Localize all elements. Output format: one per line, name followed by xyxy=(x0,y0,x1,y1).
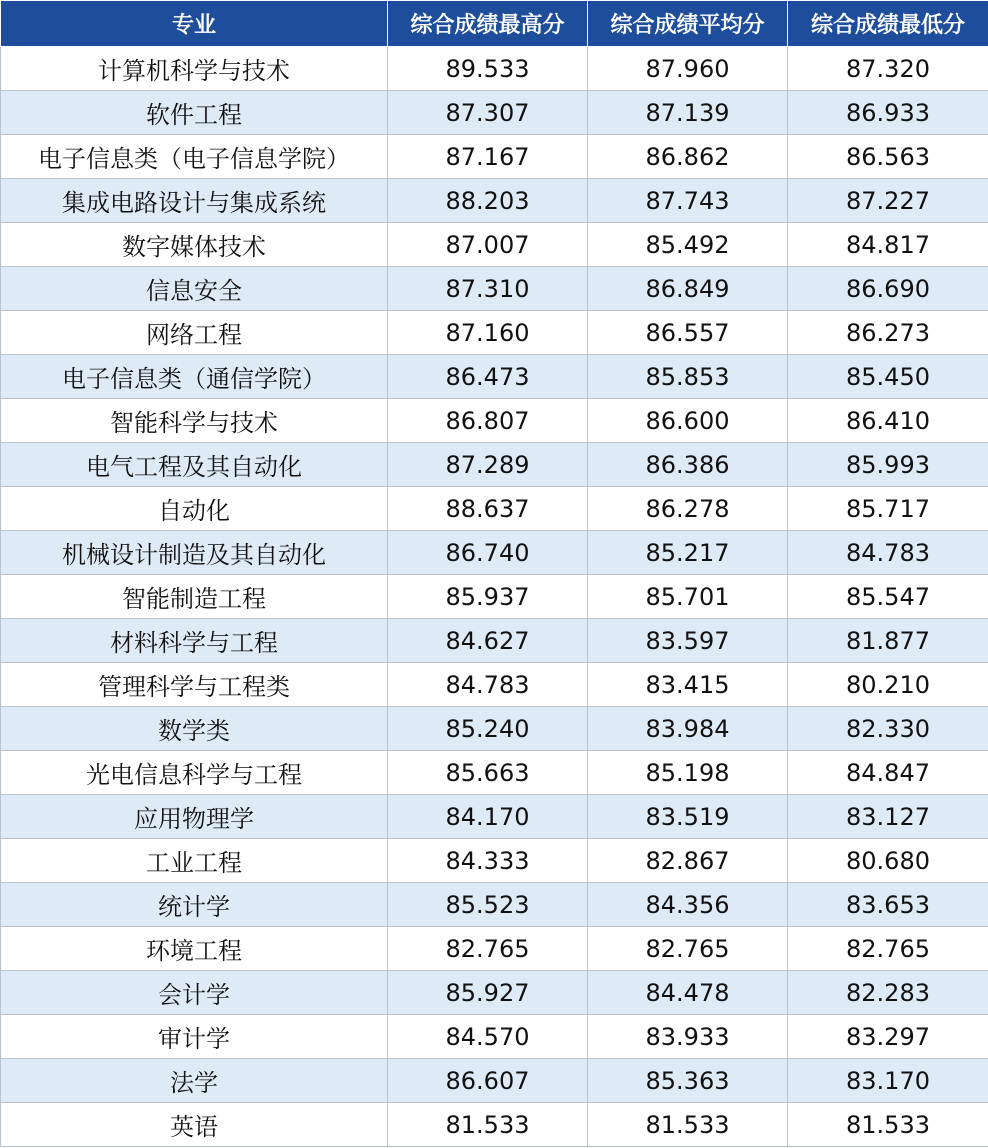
avg-score-cell: 83.519 xyxy=(588,795,788,839)
major-cell: 软件工程 xyxy=(1,91,388,135)
max-score-cell: 87.289 xyxy=(388,443,588,487)
min-score-cell: 86.273 xyxy=(788,311,988,355)
min-score-cell: 82.283 xyxy=(788,971,988,1015)
min-score-cell: 82.765 xyxy=(788,927,988,971)
max-score-cell: 88.637 xyxy=(388,487,588,531)
avg-score-cell: 81.533 xyxy=(588,1103,788,1147)
avg-score-cell: 86.600 xyxy=(588,399,788,443)
major-cell: 电子信息类（通信学院） xyxy=(1,355,388,399)
max-score-cell: 84.627 xyxy=(388,619,588,663)
table-row xyxy=(1,355,988,399)
max-score-cell: 87.307 xyxy=(388,91,588,135)
major-cell: 环境工程 xyxy=(1,927,388,971)
major-cell: 自动化 xyxy=(1,487,388,531)
min-score-cell: 85.547 xyxy=(788,575,988,619)
major-cell: 数学类 xyxy=(1,707,388,751)
table-row xyxy=(1,971,988,1015)
max-score-cell: 87.160 xyxy=(388,311,588,355)
table-row xyxy=(1,795,988,839)
avg-score-cell: 85.853 xyxy=(588,355,788,399)
max-score-cell: 87.167 xyxy=(388,135,588,179)
table-row xyxy=(1,883,988,927)
avg-score-cell: 83.415 xyxy=(588,663,788,707)
table-row xyxy=(1,707,988,751)
max-score-cell: 81.533 xyxy=(388,1103,588,1147)
major-cell: 电子信息类（电子信息学院） xyxy=(1,135,388,179)
avg-score-cell: 84.478 xyxy=(588,971,788,1015)
min-score-cell: 84.847 xyxy=(788,751,988,795)
min-score-cell: 83.653 xyxy=(788,883,988,927)
major-cell: 统计学 xyxy=(1,883,388,927)
min-score-cell: 81.533 xyxy=(788,1103,988,1147)
min-score-cell: 83.170 xyxy=(788,1059,988,1103)
min-score-cell: 83.297 xyxy=(788,1015,988,1059)
min-score-cell: 85.993 xyxy=(788,443,988,487)
max-score-cell: 85.240 xyxy=(388,707,588,751)
max-score-cell: 86.807 xyxy=(388,399,588,443)
avg-score-cell: 85.217 xyxy=(588,531,788,575)
avg-score-cell: 82.765 xyxy=(588,927,788,971)
avg-score-cell: 86.557 xyxy=(588,311,788,355)
avg-score-cell: 86.278 xyxy=(588,487,788,531)
table-row xyxy=(1,927,988,971)
header-major: 专业 xyxy=(1,1,388,47)
table-body xyxy=(1,47,988,1147)
max-score-cell: 82.765 xyxy=(388,927,588,971)
table-row xyxy=(1,619,988,663)
min-score-cell: 81.877 xyxy=(788,619,988,663)
avg-score-cell: 86.862 xyxy=(588,135,788,179)
table-row xyxy=(1,1015,988,1059)
avg-score-cell: 83.597 xyxy=(588,619,788,663)
table-row xyxy=(1,179,988,223)
table-row xyxy=(1,487,988,531)
max-score-cell: 87.007 xyxy=(388,223,588,267)
max-score-cell: 89.533 xyxy=(388,47,588,91)
max-score-cell: 85.937 xyxy=(388,575,588,619)
min-score-cell: 82.330 xyxy=(788,707,988,751)
table-row xyxy=(1,1059,988,1103)
max-score-cell: 88.203 xyxy=(388,179,588,223)
table-row xyxy=(1,1103,988,1147)
max-score-cell: 84.170 xyxy=(388,795,588,839)
avg-score-cell: 85.363 xyxy=(588,1059,788,1103)
min-score-cell: 85.717 xyxy=(788,487,988,531)
max-score-cell: 87.310 xyxy=(388,267,588,311)
min-score-cell: 87.320 xyxy=(788,47,988,91)
avg-score-cell: 83.933 xyxy=(588,1015,788,1059)
max-score-cell: 86.473 xyxy=(388,355,588,399)
min-score-cell: 83.127 xyxy=(788,795,988,839)
major-cell: 法学 xyxy=(1,1059,388,1103)
table-row xyxy=(1,267,988,311)
major-cell: 会计学 xyxy=(1,971,388,1015)
header-avg-score: 综合成绩平均分 xyxy=(588,1,788,47)
avg-score-cell: 82.867 xyxy=(588,839,788,883)
table-row xyxy=(1,663,988,707)
max-score-cell: 84.333 xyxy=(388,839,588,883)
major-cell: 集成电路设计与集成系统 xyxy=(1,179,388,223)
table-row xyxy=(1,311,988,355)
avg-score-cell: 83.984 xyxy=(588,707,788,751)
avg-score-cell: 87.743 xyxy=(588,179,788,223)
table-row xyxy=(1,575,988,619)
max-score-cell: 86.607 xyxy=(388,1059,588,1103)
min-score-cell: 86.690 xyxy=(788,267,988,311)
major-cell: 应用物理学 xyxy=(1,795,388,839)
table-row xyxy=(1,751,988,795)
major-cell: 智能科学与技术 xyxy=(1,399,388,443)
major-cell: 工业工程 xyxy=(1,839,388,883)
major-cell: 管理科学与工程类 xyxy=(1,663,388,707)
min-score-cell: 86.563 xyxy=(788,135,988,179)
avg-score-cell: 85.198 xyxy=(588,751,788,795)
header-min-score: 综合成绩最低分 xyxy=(788,1,988,47)
table-row xyxy=(1,443,988,487)
table-row xyxy=(1,531,988,575)
header-max-score: 综合成绩最高分 xyxy=(388,1,588,47)
min-score-cell: 80.680 xyxy=(788,839,988,883)
table-row xyxy=(1,47,988,91)
major-cell: 电气工程及其自动化 xyxy=(1,443,388,487)
min-score-cell: 84.817 xyxy=(788,223,988,267)
major-cell: 网络工程 xyxy=(1,311,388,355)
avg-score-cell: 84.356 xyxy=(588,883,788,927)
table-header xyxy=(1,1,988,47)
avg-score-cell: 85.492 xyxy=(588,223,788,267)
max-score-cell: 86.740 xyxy=(388,531,588,575)
max-score-cell: 85.523 xyxy=(388,883,588,927)
min-score-cell: 87.227 xyxy=(788,179,988,223)
max-score-cell: 85.927 xyxy=(388,971,588,1015)
table-row xyxy=(1,91,988,135)
major-cell: 数字媒体技术 xyxy=(1,223,388,267)
header-row xyxy=(1,1,988,47)
avg-score-cell: 86.386 xyxy=(588,443,788,487)
major-cell: 光电信息科学与工程 xyxy=(1,751,388,795)
min-score-cell: 80.210 xyxy=(788,663,988,707)
avg-score-cell: 85.701 xyxy=(588,575,788,619)
min-score-cell: 84.783 xyxy=(788,531,988,575)
major-cell: 审计学 xyxy=(1,1015,388,1059)
avg-score-cell: 87.139 xyxy=(588,91,788,135)
table-row xyxy=(1,839,988,883)
max-score-cell: 84.783 xyxy=(388,663,588,707)
min-score-cell: 85.450 xyxy=(788,355,988,399)
max-score-cell: 85.663 xyxy=(388,751,588,795)
major-cell: 计算机科学与技术 xyxy=(1,47,388,91)
major-cell: 智能制造工程 xyxy=(1,575,388,619)
major-cell: 机械设计制造及其自动化 xyxy=(1,531,388,575)
min-score-cell: 86.933 xyxy=(788,91,988,135)
major-cell: 信息安全 xyxy=(1,267,388,311)
max-score-cell: 84.570 xyxy=(388,1015,588,1059)
table-row xyxy=(1,223,988,267)
min-score-cell: 86.410 xyxy=(788,399,988,443)
avg-score-cell: 86.849 xyxy=(588,267,788,311)
table-row xyxy=(1,399,988,443)
major-cell: 材料科学与工程 xyxy=(1,619,388,663)
table-row xyxy=(1,135,988,179)
avg-score-cell: 87.960 xyxy=(588,47,788,91)
major-cell: 英语 xyxy=(1,1103,388,1147)
